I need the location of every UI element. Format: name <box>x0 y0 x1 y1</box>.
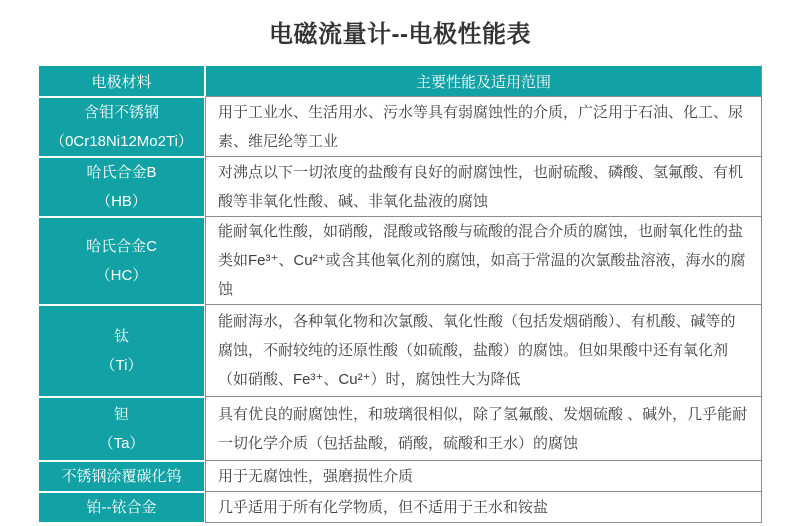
table-row <box>38 397 762 461</box>
table-row <box>38 157 762 217</box>
table-row <box>38 492 762 523</box>
table-row <box>38 461 762 492</box>
table-row <box>38 97 762 157</box>
material-name: 铂--铱合金 <box>86 499 157 516</box>
material-name: 哈氏合金C <box>86 238 157 255</box>
material-name: 钽 <box>113 406 129 423</box>
column-header-performance: 主要性能及适用范围 <box>205 65 762 97</box>
material-cell <box>38 397 205 461</box>
performance-cell: 能耐氧化性酸，如硝酸，混酸或铬酸与硫酸的混合介质的腐蚀，也耐氧化性的盐类如Fe³⁺、Cu²⁺或含其他氧化剂的腐蚀，如高于常温的次氯酸盐溶液，海水的腐蚀 <box>205 217 762 305</box>
performance-cell: 具有优良的耐腐蚀性，和玻璃很相似，除了氢氟酸、发烟硫酸 、碱外，几乎能耐一切化学介质（包括盐酸，硝酸，硫酸和王水）的腐蚀 <box>205 397 762 461</box>
material-cell <box>38 157 205 217</box>
performance-cell: 能耐海水，各种氧化物和次氯酸、氧化性酸（包括发烟硝酸）、有机酸、碱等的腐蚀，不耐较纯的还原性酸（如硫酸，盐酸）的腐蚀。但如果酸中还有氧化剂（如硝酸、Fe³⁺、Cu²⁺）时，腐蚀性大为降低 <box>205 305 762 397</box>
table-row <box>38 305 762 397</box>
page-title: 电磁流量计--电极性能表 <box>269 21 531 48</box>
performance-cell: 用于无腐蚀性，强磨损性介质 <box>205 461 762 492</box>
material-cell <box>38 305 205 397</box>
table-header-row <box>38 65 762 97</box>
material-grade: （0Cr18Ni12Mo2Ti） <box>50 133 193 150</box>
material-grade: （HB） <box>96 193 147 210</box>
material-name: 钛 <box>113 328 129 345</box>
material-cell <box>38 217 205 305</box>
material-cell <box>38 492 205 523</box>
material-cell <box>38 97 205 157</box>
material-grade: （Ta） <box>98 435 145 452</box>
performance-cell: 用于工业水、生活用水、污水等具有弱腐蚀性的介质，广泛用于石油、化工、尿素、维尼纶等工业 <box>205 97 762 157</box>
table-row <box>38 217 762 305</box>
material-name: 哈氏合金B <box>86 164 157 181</box>
material-grade: （Ti） <box>100 357 143 374</box>
material-cell <box>38 461 205 492</box>
material-grade: （HC） <box>95 267 148 284</box>
electrode-performance-table <box>38 65 762 523</box>
material-name: 不锈钢涂覆碳化钨 <box>61 468 182 485</box>
performance-cell: 几乎适用于所有化学物质，但不适用于王水和铵盐 <box>205 492 762 523</box>
column-header-material: 电极材料 <box>38 65 205 97</box>
material-name: 含钼不锈钢 <box>83 104 159 121</box>
performance-cell: 对沸点以下一切浓度的盐酸有良好的耐腐蚀性，也耐硫酸、磷酸、氢氟酸、有机酸等非氧化性酸、碱、非氧化盐液的腐蚀 <box>205 157 762 217</box>
